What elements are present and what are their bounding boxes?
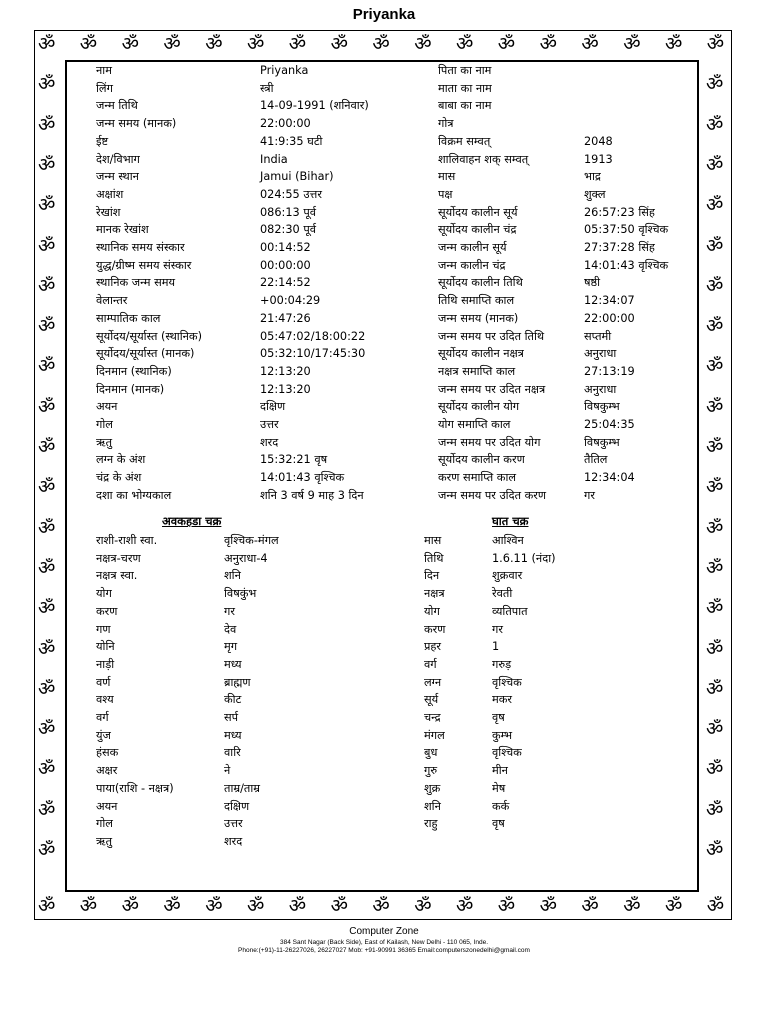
om-symbol-icon: ॐ xyxy=(706,234,724,257)
avakahada-label: योनि xyxy=(96,640,115,654)
ghaat-row xyxy=(0,780,700,798)
om-symbol-icon: ॐ xyxy=(581,33,599,55)
ghaat-row xyxy=(0,585,700,603)
om-symbol-icon: ॐ xyxy=(706,718,724,741)
om-symbol-icon: ॐ xyxy=(706,274,724,297)
avakahada-value: देव xyxy=(224,622,237,636)
detail-value: 05:32:10/17:45:30 xyxy=(260,347,366,361)
om-symbol-icon: ॐ xyxy=(38,355,56,378)
avakahada-value: अनुराधा-4 xyxy=(224,551,268,565)
detail-label: जन्म समय पर उदित योग xyxy=(438,435,541,449)
om-symbol-icon: ॐ xyxy=(497,33,516,55)
detail-label: मानक रेखांश xyxy=(96,223,149,237)
om-symbol-icon: ॐ xyxy=(623,895,641,917)
detail-row xyxy=(0,434,768,452)
detail-row xyxy=(0,239,768,257)
detail-label: सूर्योदय कालीन तिथि xyxy=(438,276,523,290)
detail-value: 00:00:00 xyxy=(260,258,311,272)
ghaat-value: शुक्रवार xyxy=(492,569,523,583)
ghaat-row xyxy=(0,532,700,550)
avakahada-label: पाया(राशि - नक्षत्र) xyxy=(96,781,174,795)
om-symbol-icon: ॐ xyxy=(706,315,724,338)
om-symbol-icon: ॐ xyxy=(497,895,516,917)
om-symbol-icon: ॐ xyxy=(456,895,474,917)
detail-label: करण समाप्ति काल xyxy=(438,471,517,485)
ghaat-label: शुक्र xyxy=(424,781,441,795)
detail-label: जन्म स्थान xyxy=(96,170,139,184)
avakahada-label: हंसक xyxy=(96,746,119,760)
om-symbol-icon: ॐ xyxy=(706,597,724,620)
footer-address: 384 Sant Nagar (Back Side), East of Kailash, New Delhi - 110 065, Inde. xyxy=(280,939,488,946)
detail-label: सूर्योदय कालीन चंद्र xyxy=(438,223,517,237)
avakahada-label: ऋतु xyxy=(96,834,113,848)
avakahada-value: शरद xyxy=(224,834,243,848)
avakahada-label: अयन xyxy=(96,799,118,813)
avakahada-label: अक्षर xyxy=(96,764,118,778)
avakahada-label: वर्ग xyxy=(96,711,109,724)
om-symbol-icon: ॐ xyxy=(38,637,56,660)
avakahada-value: ब्राह्मण xyxy=(224,675,251,689)
detail-label: पक्ष xyxy=(438,187,453,201)
ghaat-row xyxy=(0,638,700,656)
detail-row xyxy=(0,97,768,115)
ghaat-label: बुध xyxy=(424,746,438,760)
detail-row xyxy=(0,115,768,133)
ghaat-row xyxy=(0,762,700,780)
detail-label: चंद्र के अंश xyxy=(96,471,142,485)
avakahada-value: दक्षिण xyxy=(224,799,250,813)
ghaat-label: गुरु xyxy=(424,764,438,778)
om-symbol-icon: ॐ xyxy=(38,194,56,217)
detail-value: 41:9:35 घटी xyxy=(260,134,323,148)
detail-row xyxy=(0,395,768,418)
detail-value: 05:47:02/18:00:22 xyxy=(260,329,366,343)
detail-value: Priyanka xyxy=(260,64,309,77)
detail-label: शालिवाहन शक् सम्वत् xyxy=(438,152,529,166)
ghaat-label: चन्द्र xyxy=(424,711,441,724)
detail-value: शनि 3 वर्ष 9 माह 3 दिन xyxy=(260,488,364,502)
om-symbol-icon: ॐ xyxy=(247,33,265,55)
avakahada-label: करण xyxy=(96,604,118,618)
ghaat-label: योग xyxy=(424,604,440,618)
detail-value: षष्ठी xyxy=(584,276,601,290)
om-symbol-icon: ॐ xyxy=(38,839,56,861)
detail-label: मास xyxy=(438,170,456,184)
ghaat-label: मंगल xyxy=(424,728,445,742)
om-symbol-icon: ॐ xyxy=(205,895,223,917)
om-symbol-icon: ॐ xyxy=(38,315,56,338)
detail-value: 1913 xyxy=(584,152,613,166)
ghaat-value: 1.6.11 (नंदा) xyxy=(492,551,556,565)
ghaat-value: कर्क xyxy=(492,799,510,813)
ghaat-row xyxy=(0,674,700,692)
om-symbol-icon: ॐ xyxy=(38,798,56,821)
ghaat-value: व्यतिपात xyxy=(492,604,528,618)
avakahada-label: नक्षत्र स्वा. xyxy=(96,569,138,583)
detail-value: 2048 xyxy=(584,134,613,148)
ghaat-value: वृश्चिक xyxy=(492,675,522,689)
om-symbol-icon: ॐ xyxy=(706,33,725,55)
om-symbol-icon: ॐ xyxy=(706,73,724,96)
ghaat-label: सूर्य xyxy=(424,693,439,707)
detail-label: तिथि समाप्ति काल xyxy=(438,294,515,308)
page-title: Priyanka xyxy=(352,6,416,23)
detail-value: 05:37:50 वृश्चिक xyxy=(584,223,669,237)
detail-value: शुक्ल xyxy=(584,187,606,201)
avakahada-label: योग xyxy=(96,587,112,601)
detail-value: दक्षिण xyxy=(260,400,286,414)
om-symbol-icon: ॐ xyxy=(665,895,683,917)
detail-value: 27:13:19 xyxy=(584,364,635,378)
detail-label: गोत्र xyxy=(438,117,454,131)
detail-value: 26:57:23 सिंह xyxy=(584,205,655,219)
ghaat-label: दिन xyxy=(424,569,440,583)
detail-value: भाद्र xyxy=(584,170,601,184)
detail-value: 12:34:07 xyxy=(584,294,635,308)
ghaat-label: वर्ग xyxy=(424,657,437,671)
footer-company: Computer Zone xyxy=(349,926,419,937)
detail-label: जन्म समय (मानक) xyxy=(438,311,519,325)
ghaat-label: मास xyxy=(424,534,442,547)
detail-label: जन्म समय पर उदित तिथि xyxy=(438,329,545,343)
om-symbol-icon: ॐ xyxy=(414,33,432,55)
om-symbol-icon: ॐ xyxy=(38,33,56,55)
om-symbol-icon: ॐ xyxy=(372,895,390,917)
detail-value: 22:00:00 xyxy=(260,117,311,131)
detail-label: माता का नाम xyxy=(438,81,492,95)
avakahada-value: ने xyxy=(224,764,231,778)
ghaat-value: रेवती xyxy=(492,587,513,601)
detail-label: ऋतु xyxy=(96,435,113,449)
detail-label: जन्म कालीन चंद्र xyxy=(438,258,506,272)
detail-label: नक्षत्र समाप्ति काल xyxy=(438,364,516,378)
om-symbol-icon: ॐ xyxy=(38,274,56,297)
detail-value: 14-09-1991 (शनिवार) xyxy=(260,99,369,113)
detail-row xyxy=(0,168,768,186)
om-symbol-icon: ॐ xyxy=(163,895,181,917)
ghaat-chakra-heading: घात चक्र xyxy=(492,514,529,528)
avakahada-value: कीट xyxy=(224,693,242,707)
detail-value: विषकुम्भ xyxy=(584,400,620,414)
om-symbol-icon: ॐ xyxy=(38,476,56,499)
detail-row xyxy=(0,487,768,505)
om-symbol-icon: ॐ xyxy=(706,637,724,660)
ghaat-label: राहु xyxy=(424,817,438,831)
detail-value: +00:04:29 xyxy=(260,294,321,308)
om-symbol-icon: ॐ xyxy=(38,677,56,700)
detail-label: वेलान्तर xyxy=(96,294,128,308)
detail-label: देश/विभाग xyxy=(96,152,140,166)
ghaat-row xyxy=(0,550,700,568)
detail-value: 086:13 पूर्व xyxy=(260,205,317,219)
om-symbol-icon: ॐ xyxy=(288,33,307,55)
om-symbol-icon: ॐ xyxy=(414,895,432,917)
detail-label: सूर्योदय/सूर्यास्त (स्थानिक) xyxy=(96,329,203,343)
ghaat-value: वृष xyxy=(492,711,505,724)
avakahada-label: गोल xyxy=(96,817,113,831)
avakahada-value: मध्य xyxy=(224,657,242,671)
om-symbol-icon: ॐ xyxy=(706,355,724,378)
detail-value: 00:14:52 xyxy=(260,241,311,254)
om-symbol-icon: ॐ xyxy=(623,33,641,55)
detail-row xyxy=(0,292,768,310)
om-symbol-icon: ॐ xyxy=(706,758,724,781)
om-symbol-icon: ॐ xyxy=(456,33,474,55)
om-symbol-icon: ॐ xyxy=(706,556,724,579)
detail-value: अनुराधा xyxy=(584,347,617,361)
om-symbol-icon: ॐ xyxy=(205,33,223,55)
detail-label: स्थानिक जन्म समय xyxy=(96,276,176,290)
om-symbol-icon: ॐ xyxy=(706,516,724,539)
detail-row xyxy=(0,274,768,292)
detail-label: ईष्ट xyxy=(96,134,109,148)
avakahada-label: गण xyxy=(96,622,111,636)
ghaat-value: मेष xyxy=(492,781,506,795)
detail-row xyxy=(0,345,768,363)
detail-value: 21:47:26 xyxy=(260,311,311,325)
om-symbol-icon: ॐ xyxy=(121,895,139,917)
avakahada-value: वृश्चिक-मंगल xyxy=(224,534,279,547)
ghaat-label: नक्षत्र xyxy=(424,587,445,601)
ghaat-row xyxy=(0,798,700,816)
detail-value: तैतिल xyxy=(584,453,608,467)
om-symbol-icon: ॐ xyxy=(706,476,724,499)
detail-label: नाम xyxy=(96,64,112,77)
avakahada-value: मृग xyxy=(224,640,238,654)
avakahada-value: विषकुंभ xyxy=(224,587,257,601)
avakahada-row xyxy=(0,833,420,851)
detail-value: 082:30 पूर्व xyxy=(260,223,317,237)
avakahada-label: युंज xyxy=(96,728,111,742)
avakahada-label: वश्य xyxy=(96,693,114,707)
detail-label: सूर्योदय कालीन करण xyxy=(438,453,525,467)
detail-row xyxy=(0,133,768,151)
ghaat-row xyxy=(0,691,700,709)
detail-label: दिनमान (स्थानिक) xyxy=(96,364,172,378)
avakahada-value: उत्तर xyxy=(224,817,243,831)
ghaat-row xyxy=(0,603,700,621)
ghaat-value: वृश्चिक xyxy=(492,746,522,760)
detail-value: गर xyxy=(584,488,595,502)
detail-value: Jamui (Bihar) xyxy=(260,170,334,184)
detail-label: विक्रम सम्वत् xyxy=(438,134,491,148)
om-symbol-icon: ॐ xyxy=(38,113,56,136)
ghaat-value: गर xyxy=(492,622,503,636)
detail-label: अयन xyxy=(96,400,118,414)
detail-value: 22:00:00 xyxy=(584,311,635,325)
ghaat-value: मीन xyxy=(492,764,508,778)
detail-label: गोल xyxy=(96,418,113,431)
avakahada-label: राशी-राशी स्वा. xyxy=(96,534,158,547)
detail-value: 14:01:43 वृश्चिक xyxy=(260,471,345,485)
detail-value: उत्तर xyxy=(260,418,279,431)
om-symbol-icon: ॐ xyxy=(38,556,56,579)
om-symbol-icon: ॐ xyxy=(706,153,724,176)
om-symbol-icon: ॐ xyxy=(706,895,725,917)
detail-value: 024:55 उत्तर xyxy=(260,187,322,201)
detail-row xyxy=(0,186,768,204)
ghaat-value: गरुड़ xyxy=(492,657,512,671)
om-symbol-icon: ॐ xyxy=(706,113,724,136)
detail-row xyxy=(0,310,768,328)
om-symbol-icon: ॐ xyxy=(665,33,683,55)
detail-value: 12:13:20 xyxy=(260,382,311,396)
detail-label: स्थानिक समय संस्कार xyxy=(96,241,185,254)
detail-value: 25:04:35 xyxy=(584,418,635,431)
detail-label: लग्न के अंश xyxy=(96,453,146,467)
om-symbol-icon: ॐ xyxy=(38,234,56,257)
om-symbol-icon: ॐ xyxy=(121,33,139,55)
om-symbol-icon: ॐ xyxy=(38,436,56,458)
ghaat-row xyxy=(0,815,700,833)
detail-value: अनुराधा xyxy=(584,382,617,396)
ghaat-row xyxy=(0,709,700,727)
detail-value: 22:14:52 xyxy=(260,276,311,290)
om-symbol-icon: ॐ xyxy=(38,73,56,96)
om-symbol-icon: ॐ xyxy=(79,895,98,917)
ghaat-value: कुम्भ xyxy=(492,728,513,742)
detail-label: साम्पातिक काल xyxy=(96,311,161,325)
detail-label: पिता का नाम xyxy=(438,64,492,77)
om-symbol-icon: ॐ xyxy=(38,758,56,781)
ghaat-label: शनि xyxy=(424,799,441,813)
om-symbol-icon: ॐ xyxy=(706,677,724,700)
detail-value: सप्तमी xyxy=(584,329,612,343)
detail-value: 12:34:04 xyxy=(584,471,635,485)
detail-label: लिंग xyxy=(96,81,113,95)
ghaat-label: तिथि xyxy=(424,551,444,565)
om-symbol-icon: ॐ xyxy=(288,895,307,917)
detail-label: जन्म समय पर उदित नक्षत्र xyxy=(438,382,546,396)
detail-row xyxy=(0,381,768,399)
avakahada-value: मध्य xyxy=(224,728,242,742)
detail-row xyxy=(0,204,768,222)
om-symbol-icon: ॐ xyxy=(539,895,557,917)
detail-label: सूर्योदय कालीन नक्षत्र xyxy=(438,347,524,361)
detail-value: स्त्री xyxy=(260,81,274,95)
om-symbol-icon: ॐ xyxy=(79,33,98,55)
detail-label: युद्ध/ग्रीष्म समय संस्कार xyxy=(96,258,192,272)
ghaat-row xyxy=(0,744,700,762)
detail-label: योग समाप्ति काल xyxy=(438,418,511,431)
detail-label: जन्म समय पर उदित करण xyxy=(438,488,547,502)
om-symbol-icon: ॐ xyxy=(38,718,56,741)
avakahada-value: सर्प xyxy=(224,711,239,724)
om-symbol-icon: ॐ xyxy=(330,33,348,55)
detail-label: अक्षांश xyxy=(96,187,124,201)
om-symbol-icon: ॐ xyxy=(706,798,724,821)
footer-contact: Phone:(+91)-11-26227026, 26227027 Mob: +91-90991 36365 Email:computerszonedelhi@gmail.com xyxy=(238,947,530,954)
detail-value: विषकुम्भ xyxy=(584,435,620,449)
detail-label: दशा का भोग्यकाल xyxy=(96,488,172,502)
detail-value: 27:37:28 सिंह xyxy=(584,241,655,254)
ghaat-value: मकर xyxy=(492,693,513,707)
detail-label: जन्म कालीन सूर्य xyxy=(438,241,507,254)
avakahada-value: ताम्र/ताम्र xyxy=(224,781,261,795)
detail-label: सूर्योदय कालीन सूर्य xyxy=(438,205,518,219)
ghaat-row xyxy=(0,727,700,745)
ghaat-label: करण xyxy=(424,622,446,636)
detail-value: 15:32:21 वृष xyxy=(260,453,328,467)
ghaat-label: लग्न xyxy=(424,675,442,689)
detail-row xyxy=(0,80,768,98)
detail-value: 14:01:43 वृश्चिक xyxy=(584,258,669,272)
ghaat-value: 1 xyxy=(492,640,500,654)
detail-label: जन्म तिथि xyxy=(96,99,138,113)
detail-label: रेखांश xyxy=(96,205,121,219)
om-symbol-icon: ॐ xyxy=(706,395,724,418)
om-symbol-icon: ॐ xyxy=(38,895,56,917)
om-symbol-icon: ॐ xyxy=(247,895,265,917)
detail-row xyxy=(0,469,768,487)
detail-row xyxy=(0,416,768,434)
avakahada-value: शनि xyxy=(224,569,241,583)
avakahada-value: वारि xyxy=(224,746,241,760)
detail-row xyxy=(0,328,768,346)
om-symbol-icon: ॐ xyxy=(706,436,724,458)
ghaat-value: वृष xyxy=(492,817,505,831)
ghaat-row xyxy=(0,567,700,585)
detail-row xyxy=(0,363,768,381)
ghaat-label: प्रहर xyxy=(424,640,442,654)
detail-label: जन्म समय (मानक) xyxy=(96,117,177,131)
om-symbol-icon: ॐ xyxy=(581,895,599,917)
ghaat-row xyxy=(0,656,700,674)
detail-value: 12:13:20 xyxy=(260,364,311,378)
detail-label: दिनमान (मानक) xyxy=(96,382,165,396)
detail-row xyxy=(0,221,768,239)
detail-row xyxy=(0,62,768,80)
detail-row xyxy=(0,257,768,275)
om-symbol-icon: ॐ xyxy=(706,194,724,217)
om-symbol-icon: ॐ xyxy=(330,895,348,917)
om-symbol-icon: ॐ xyxy=(163,33,181,55)
ghaat-row xyxy=(0,621,700,639)
om-symbol-icon: ॐ xyxy=(38,153,56,176)
detail-row xyxy=(0,451,768,469)
avakahada-label: वर्ण xyxy=(96,675,111,689)
om-symbol-icon: ॐ xyxy=(539,33,557,55)
detail-label: सूर्योदय/सूर्यास्त (मानक) xyxy=(96,347,195,361)
om-symbol-icon: ॐ xyxy=(372,33,390,55)
detail-label: बाबा का नाम xyxy=(438,99,492,113)
om-symbol-icon: ॐ xyxy=(38,597,56,620)
detail-row xyxy=(0,151,768,169)
om-symbol-icon: ॐ xyxy=(706,839,724,861)
avakahada-value: गर xyxy=(224,604,235,618)
detail-value: India xyxy=(260,152,288,166)
avakahada-chakra-heading: अवकहडा चक्र xyxy=(162,514,222,528)
avakahada-label: नाड़ी xyxy=(96,657,115,671)
detail-value: शरद xyxy=(260,435,279,449)
om-symbol-icon: ॐ xyxy=(38,395,56,418)
avakahada-label: नक्षत्र-चरण xyxy=(96,551,141,565)
om-symbol-icon: ॐ xyxy=(38,516,56,539)
detail-label: सूर्योदय कालीन योग xyxy=(438,400,520,414)
ghaat-value: आश्विन xyxy=(492,534,524,547)
